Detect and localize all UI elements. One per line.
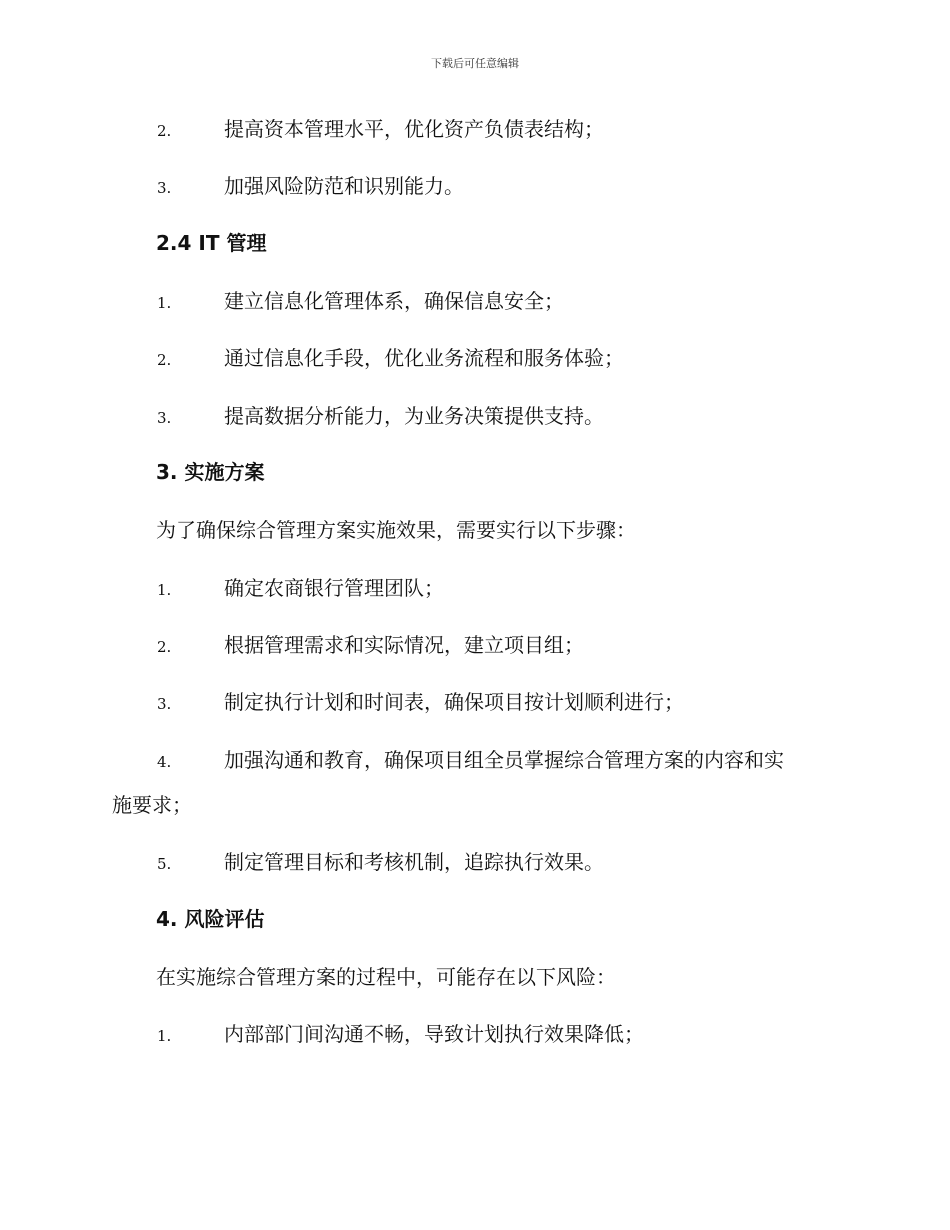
list-number: 1. [157,581,172,599]
list-number: 2. [157,122,172,140]
list-item [0,630,950,660]
list-item [0,401,950,431]
list-number: 3. [157,409,172,427]
list-number: 4. [157,753,172,771]
list-text: 加强风险防范和识别能力。 [224,174,464,198]
list-number: 5. [157,855,172,873]
list-text: 根据管理需求和实际情况，建立项目组； [224,633,584,657]
list-item [0,745,950,775]
list-item [0,114,950,144]
list-number: 3. [157,179,172,197]
list-text: 提高数据分析能力，为业务决策提供支持。 [224,404,604,428]
list-text: 内部部门间沟通不畅，导致计划执行效果降低； [224,1022,644,1046]
section-intro: 为了确保综合管理方案实施效果，需要实行以下步骤： [156,518,636,542]
list-text: 建立信息化管理体系，确保信息安全； [224,289,564,313]
section-heading-4: 4. 风险评估 [156,907,265,931]
list-item [0,286,950,316]
list-number: 3. [157,695,172,713]
list-item [0,687,950,717]
list-text: 制定管理目标和考核机制，追踪执行效果。 [224,850,604,874]
list-number: 1. [157,1027,172,1045]
list-text: 确定农商银行管理团队； [224,576,444,600]
list-item [0,1019,950,1049]
list-item [0,847,950,877]
list-text: 通过信息化手段，优化业务流程和服务体验； [224,346,624,370]
section-heading-3: 3. 实施方案 [156,460,265,484]
section-heading-2-4: 2.4 IT 管理 [156,231,267,255]
section-intro: 在实施综合管理方案的过程中，可能存在以下风险： [156,965,616,989]
list-text-continuation: 施要求； [112,793,192,817]
list-item [0,171,950,201]
list-text: 制定执行计划和时间表，确保项目按计划顺利进行； [224,690,684,714]
list-text: 提高资本管理水平，优化资产负债表结构； [224,117,604,141]
page-header: 下载后可任意编辑 [431,57,519,70]
list-number: 1. [157,294,172,312]
list-text: 加强沟通和教育，确保项目组全员掌握综合管理方案的内容和实 [224,748,784,772]
list-item [0,343,950,373]
list-number: 2. [157,638,172,656]
list-number: 2. [157,351,172,369]
list-item [0,573,950,603]
